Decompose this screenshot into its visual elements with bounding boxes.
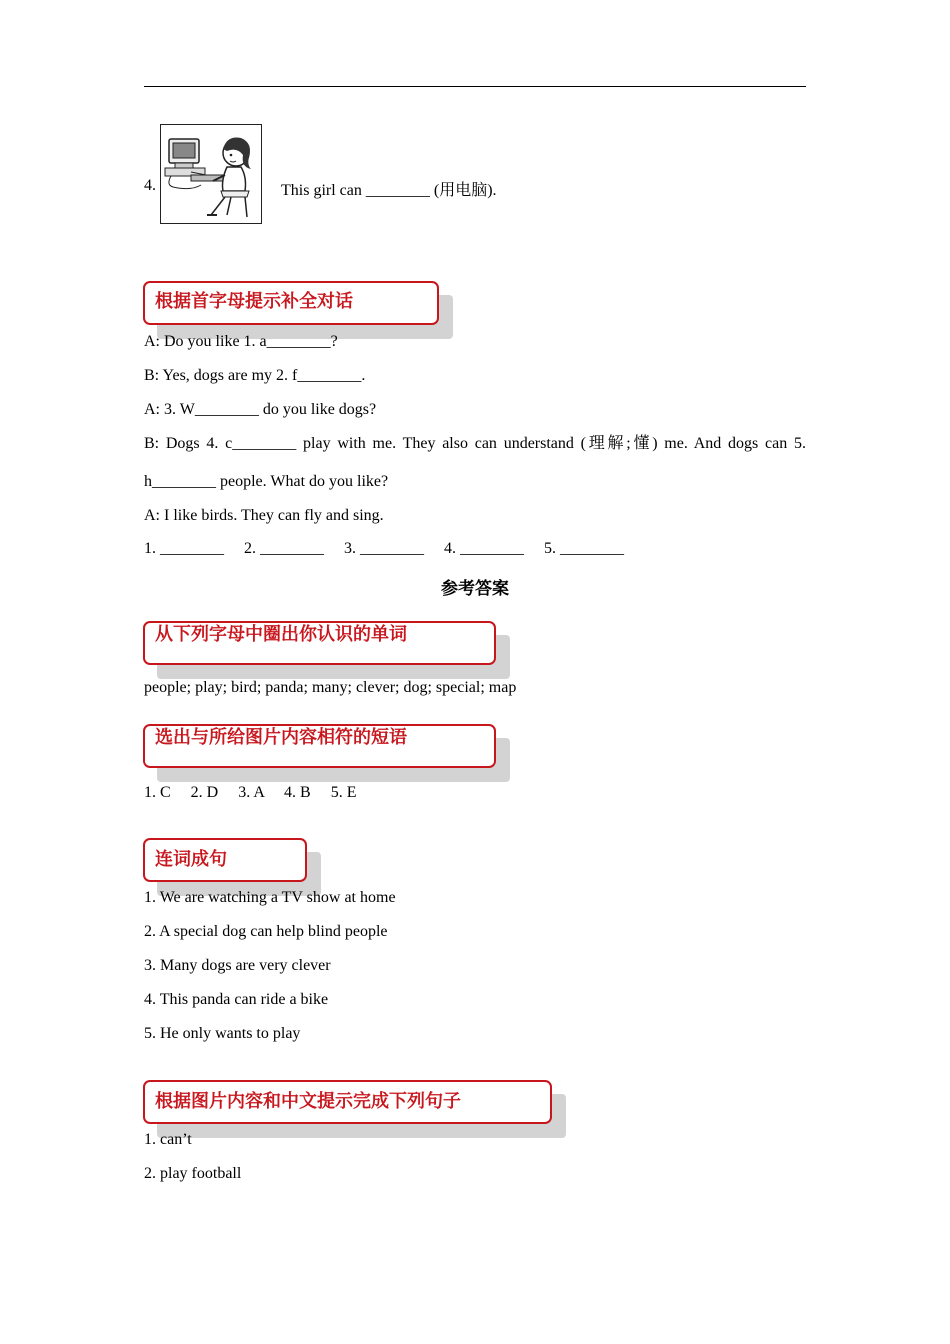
answer-blank: 1. ________ <box>144 540 224 557</box>
dialogue-line: B: Dogs 4. c________ play with me. They also can understand (理解;懂) me. And dogs can 5. <box>144 435 806 452</box>
section-title: 选出与所给图片内容相符的短语 <box>155 727 407 748</box>
answer-line: 2. play football <box>144 1165 242 1182</box>
section-header-answer-1 <box>143 621 496 665</box>
answer-blank: 4. ________ <box>444 540 524 557</box>
section-title: 连词成句 <box>155 849 227 870</box>
section-header-answer-4 <box>143 1080 552 1124</box>
answer-key-title: 参考答案 <box>441 579 509 599</box>
answer-line: 2. A special dog can help blind people <box>144 923 388 940</box>
answer-line: 5. He only wants to play <box>144 1025 301 1042</box>
dialogue-line: h________ people. What do you like? <box>144 473 389 490</box>
section-title: 根据首字母提示补全对话 <box>155 291 353 312</box>
section-header-answer-3 <box>143 838 307 882</box>
answer-line: people; play; bird; panda; many; clever; dog; special; map <box>144 679 517 696</box>
answer-blank: 5. ________ <box>544 540 624 557</box>
answer-blank: 3. ________ <box>344 540 424 557</box>
answer-blank: 2. ________ <box>244 540 324 557</box>
answer-line: 1. can’t <box>144 1131 192 1148</box>
answer-line: 1. C 2. D 3. A 4. B 5. E <box>144 784 357 801</box>
section-header-answer-2 <box>143 724 496 768</box>
dialogue-line: A: Do you like 1. a________? <box>144 333 338 350</box>
answer-line: 1. We are watching a TV show at home <box>144 889 396 906</box>
top-rule <box>144 86 806 87</box>
answer-line: 4. This panda can ride a bike <box>144 991 329 1008</box>
answer-blanks-row <box>144 540 640 558</box>
dialogue-line: B: Yes, dogs are my 2. f________. <box>144 367 366 384</box>
question-4-text: This girl can ________ (用电脑). <box>281 182 497 199</box>
dialogue-line: A: I like birds. They can fly and sing. <box>144 507 384 524</box>
section-header-dialogue <box>143 281 439 325</box>
section-title: 根据图片内容和中文提示完成下列句子 <box>155 1091 461 1112</box>
question-4-number: 4. <box>144 177 156 194</box>
answer-line: 3. Many dogs are very clever <box>144 957 331 974</box>
section-title: 从下列字母中圈出你认识的单词 <box>155 624 407 645</box>
dialogue-line: A: 3. W________ do you like dogs? <box>144 401 377 418</box>
girl-computer-illustration <box>160 124 262 224</box>
